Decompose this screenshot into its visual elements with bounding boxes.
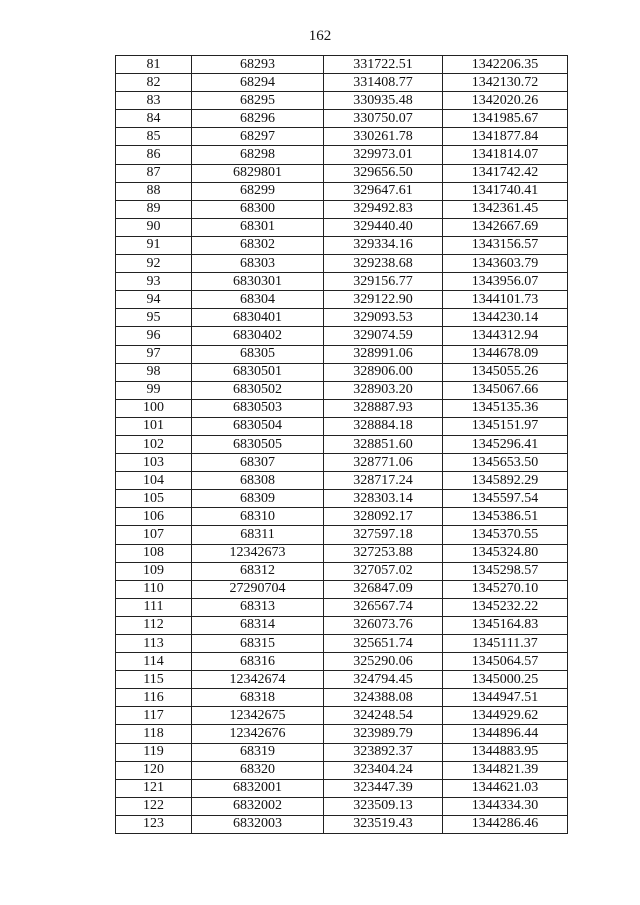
y-coordinate-cell: 1344101.73 [443,291,568,309]
table-row [116,128,568,146]
point-id-cell: 68301 [192,218,324,236]
point-id-cell: 68313 [192,598,324,616]
table-row [116,110,568,128]
table-row [116,381,568,399]
x-coordinate-cell: 323404.24 [324,761,443,779]
x-coordinate-cell: 331722.51 [324,56,443,74]
row-number-cell: 96 [116,327,192,345]
point-id-cell: 68312 [192,562,324,580]
row-number-cell: 86 [116,146,192,164]
y-coordinate-cell: 1345055.26 [443,363,568,381]
point-id-cell: 68297 [192,128,324,146]
table-row [116,182,568,200]
x-coordinate-cell: 327597.18 [324,526,443,544]
table-row [116,435,568,453]
row-number-cell: 93 [116,273,192,291]
table-row [116,236,568,254]
y-coordinate-cell: 1341877.84 [443,128,568,146]
row-number-cell: 92 [116,255,192,273]
y-coordinate-cell: 1345111.37 [443,635,568,653]
row-number-cell: 81 [116,56,192,74]
point-id-cell: 6830401 [192,309,324,327]
row-number-cell: 89 [116,200,192,218]
point-id-cell: 68293 [192,56,324,74]
x-coordinate-cell: 329074.59 [324,327,443,345]
x-coordinate-cell: 326847.09 [324,580,443,598]
y-coordinate-cell: 1345892.29 [443,472,568,490]
table-row [116,417,568,435]
point-id-cell: 68295 [192,92,324,110]
y-coordinate-cell: 1343956.07 [443,273,568,291]
row-number-cell: 120 [116,761,192,779]
y-coordinate-cell: 1345164.83 [443,616,568,634]
point-id-cell: 68302 [192,236,324,254]
coordinates-table-body [116,56,568,834]
x-coordinate-cell: 323892.37 [324,743,443,761]
x-coordinate-cell: 327253.88 [324,544,443,562]
y-coordinate-cell: 1342361.45 [443,200,568,218]
x-coordinate-cell: 329440.40 [324,218,443,236]
x-coordinate-cell: 328903.20 [324,381,443,399]
row-number-cell: 85 [116,128,192,146]
point-id-cell: 68316 [192,653,324,671]
row-number-cell: 118 [116,725,192,743]
point-id-cell: 68299 [192,182,324,200]
row-number-cell: 110 [116,580,192,598]
point-id-cell: 68314 [192,616,324,634]
point-id-cell: 68318 [192,689,324,707]
x-coordinate-cell: 323509.13 [324,797,443,815]
point-id-cell: 6832002 [192,797,324,815]
x-coordinate-cell: 326567.74 [324,598,443,616]
point-id-cell: 6830504 [192,417,324,435]
point-id-cell: 6830301 [192,273,324,291]
table-row [116,598,568,616]
y-coordinate-cell: 1345067.66 [443,381,568,399]
y-coordinate-cell: 1344334.30 [443,797,568,815]
row-number-cell: 112 [116,616,192,634]
y-coordinate-cell: 1344230.14 [443,309,568,327]
point-id-cell: 12342673 [192,544,324,562]
y-coordinate-cell: 1344821.39 [443,761,568,779]
y-coordinate-cell: 1345135.36 [443,399,568,417]
table-row [116,309,568,327]
point-id-cell: 68310 [192,508,324,526]
row-number-cell: 99 [116,381,192,399]
x-coordinate-cell: 328991.06 [324,345,443,363]
y-coordinate-cell: 1345324.80 [443,544,568,562]
x-coordinate-cell: 328717.24 [324,472,443,490]
y-coordinate-cell: 1345370.55 [443,526,568,544]
table-row [116,779,568,797]
y-coordinate-cell: 1345298.57 [443,562,568,580]
x-coordinate-cell: 330750.07 [324,110,443,128]
page-number: 162 [308,28,332,44]
x-coordinate-cell: 324388.08 [324,689,443,707]
table-row [116,56,568,74]
x-coordinate-cell: 329656.50 [324,164,443,182]
x-coordinate-cell: 330935.48 [324,92,443,110]
x-coordinate-cell: 330261.78 [324,128,443,146]
row-number-cell: 111 [116,598,192,616]
row-number-cell: 84 [116,110,192,128]
point-id-cell: 68320 [192,761,324,779]
x-coordinate-cell: 329492.83 [324,200,443,218]
row-number-cell: 102 [116,435,192,453]
point-id-cell: 68296 [192,110,324,128]
y-coordinate-cell: 1345064.57 [443,653,568,671]
y-coordinate-cell: 1341742.42 [443,164,568,182]
table-row [116,635,568,653]
point-id-cell: 68294 [192,74,324,92]
y-coordinate-cell: 1345000.25 [443,671,568,689]
table-row [116,815,568,833]
row-number-cell: 104 [116,472,192,490]
point-id-cell: 68303 [192,255,324,273]
y-coordinate-cell: 1344678.09 [443,345,568,363]
row-number-cell: 90 [116,218,192,236]
row-number-cell: 97 [116,345,192,363]
y-coordinate-cell: 1342667.69 [443,218,568,236]
row-number-cell: 105 [116,490,192,508]
table-row [116,725,568,743]
y-coordinate-cell: 1345597.54 [443,490,568,508]
table-row [116,164,568,182]
x-coordinate-cell: 328851.60 [324,435,443,453]
table-row [116,616,568,634]
row-number-cell: 88 [116,182,192,200]
point-id-cell: 68311 [192,526,324,544]
row-number-cell: 121 [116,779,192,797]
y-coordinate-cell: 1345386.51 [443,508,568,526]
y-coordinate-cell: 1342206.35 [443,56,568,74]
x-coordinate-cell: 328771.06 [324,454,443,472]
table-row [116,544,568,562]
y-coordinate-cell: 1344947.51 [443,689,568,707]
row-number-cell: 117 [116,707,192,725]
x-coordinate-cell: 328092.17 [324,508,443,526]
x-coordinate-cell: 323447.39 [324,779,443,797]
y-coordinate-cell: 1343156.57 [443,236,568,254]
point-id-cell: 6830501 [192,363,324,381]
row-number-cell: 98 [116,363,192,381]
x-coordinate-cell: 329973.01 [324,146,443,164]
y-coordinate-cell: 1345270.10 [443,580,568,598]
point-id-cell: 6830505 [192,435,324,453]
row-number-cell: 103 [116,454,192,472]
table-row [116,345,568,363]
table-row [116,218,568,236]
row-number-cell: 91 [116,236,192,254]
x-coordinate-cell: 329334.16 [324,236,443,254]
table-row [116,562,568,580]
row-number-cell: 106 [116,508,192,526]
row-number-cell: 115 [116,671,192,689]
point-id-cell: 12342675 [192,707,324,725]
x-coordinate-cell: 323989.79 [324,725,443,743]
x-coordinate-cell: 324794.45 [324,671,443,689]
row-number-cell: 101 [116,417,192,435]
table-row [116,761,568,779]
table-row [116,291,568,309]
table-row [116,526,568,544]
table-row [116,255,568,273]
y-coordinate-cell: 1345151.97 [443,417,568,435]
y-coordinate-cell: 1344883.95 [443,743,568,761]
x-coordinate-cell: 324248.54 [324,707,443,725]
table-row [116,797,568,815]
row-number-cell: 83 [116,92,192,110]
x-coordinate-cell: 329093.53 [324,309,443,327]
y-coordinate-cell: 1344621.03 [443,779,568,797]
row-number-cell: 82 [116,74,192,92]
y-coordinate-cell: 1344312.94 [443,327,568,345]
y-coordinate-cell: 1345232.22 [443,598,568,616]
x-coordinate-cell: 323519.43 [324,815,443,833]
table-row [116,399,568,417]
point-id-cell: 6829801 [192,164,324,182]
x-coordinate-cell: 328884.18 [324,417,443,435]
y-coordinate-cell: 1341740.41 [443,182,568,200]
table-row [116,689,568,707]
x-coordinate-cell: 328887.93 [324,399,443,417]
point-id-cell: 6832003 [192,815,324,833]
point-id-cell: 68305 [192,345,324,363]
x-coordinate-cell: 329647.61 [324,182,443,200]
row-number-cell: 109 [116,562,192,580]
y-coordinate-cell: 1343603.79 [443,255,568,273]
y-coordinate-cell: 1344896.44 [443,725,568,743]
table-row [116,671,568,689]
point-id-cell: 68304 [192,291,324,309]
table-row [116,273,568,291]
x-coordinate-cell: 327057.02 [324,562,443,580]
table-row [116,490,568,508]
point-id-cell: 27290704 [192,580,324,598]
table-row [116,146,568,164]
point-id-cell: 6830502 [192,381,324,399]
y-coordinate-cell: 1342020.26 [443,92,568,110]
table-row [116,472,568,490]
point-id-cell: 12342676 [192,725,324,743]
coordinates-table [115,55,568,834]
row-number-cell: 108 [116,544,192,562]
point-id-cell: 12342674 [192,671,324,689]
table-row [116,74,568,92]
point-id-cell: 68298 [192,146,324,164]
table-row [116,653,568,671]
y-coordinate-cell: 1345653.50 [443,454,568,472]
table-row [116,200,568,218]
x-coordinate-cell: 326073.76 [324,616,443,634]
point-id-cell: 68309 [192,490,324,508]
y-coordinate-cell: 1341814.07 [443,146,568,164]
x-coordinate-cell: 325651.74 [324,635,443,653]
table-row [116,92,568,110]
point-id-cell: 68307 [192,454,324,472]
row-number-cell: 113 [116,635,192,653]
row-number-cell: 119 [116,743,192,761]
y-coordinate-cell: 1344286.46 [443,815,568,833]
x-coordinate-cell: 328906.00 [324,363,443,381]
x-coordinate-cell: 329156.77 [324,273,443,291]
point-id-cell: 68319 [192,743,324,761]
x-coordinate-cell: 329238.68 [324,255,443,273]
x-coordinate-cell: 325290.06 [324,653,443,671]
row-number-cell: 100 [116,399,192,417]
row-number-cell: 114 [116,653,192,671]
table-row [116,454,568,472]
table-row [116,707,568,725]
row-number-cell: 87 [116,164,192,182]
table-row [116,580,568,598]
y-coordinate-cell: 1342130.72 [443,74,568,92]
point-id-cell: 6830402 [192,327,324,345]
row-number-cell: 123 [116,815,192,833]
point-id-cell: 68308 [192,472,324,490]
row-number-cell: 116 [116,689,192,707]
table-row [116,363,568,381]
y-coordinate-cell: 1341985.67 [443,110,568,128]
x-coordinate-cell: 328303.14 [324,490,443,508]
row-number-cell: 122 [116,797,192,815]
table-row [116,743,568,761]
x-coordinate-cell: 331408.77 [324,74,443,92]
row-number-cell: 107 [116,526,192,544]
x-coordinate-cell: 329122.90 [324,291,443,309]
point-id-cell: 6832001 [192,779,324,797]
row-number-cell: 95 [116,309,192,327]
y-coordinate-cell: 1345296.41 [443,435,568,453]
table-row [116,327,568,345]
point-id-cell: 68315 [192,635,324,653]
table-row [116,508,568,526]
y-coordinate-cell: 1344929.62 [443,707,568,725]
point-id-cell: 68300 [192,200,324,218]
point-id-cell: 6830503 [192,399,324,417]
row-number-cell: 94 [116,291,192,309]
